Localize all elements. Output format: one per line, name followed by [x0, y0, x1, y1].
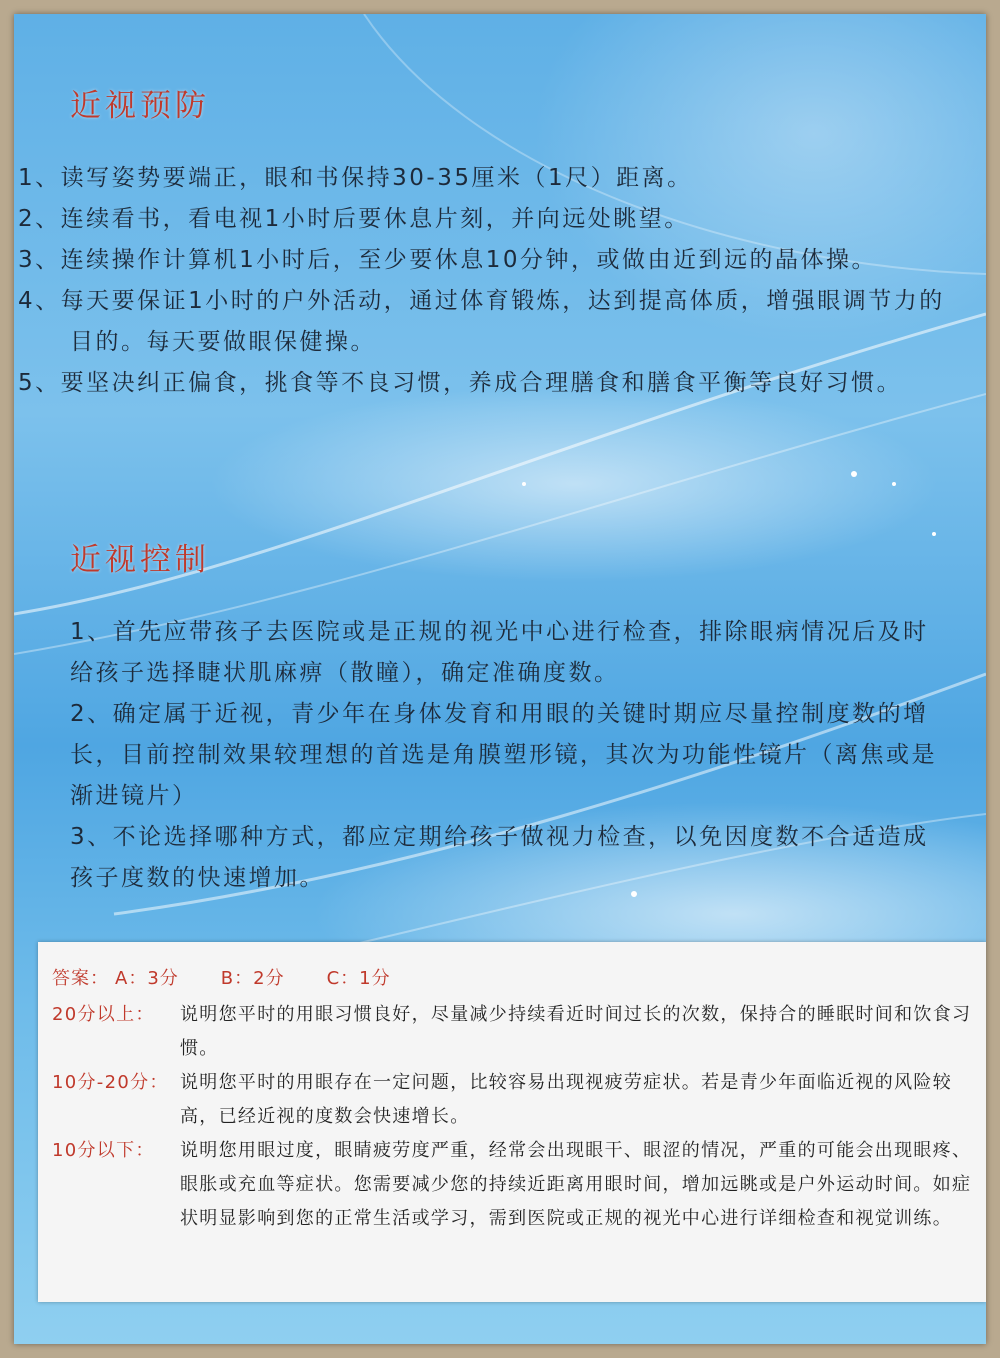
grade-text: 说明您平时的用眼存在一定问题，比较容易出现视疲劳症状。若是青少年面临近视的风险较高，已经近视的度数会快速增长。	[180, 1072, 952, 1127]
grade-label: 20分以上：	[52, 1004, 155, 1025]
answer-label: 答案：	[52, 968, 109, 989]
grade-label: 10分以下：	[52, 1140, 155, 1161]
prevention-item: 1、读写姿势要端正，眼和书保持30-35厘米（1尺）距离。	[18, 165, 693, 191]
prevention-item: 5、要坚决纠正偏食，挑食等不良习惯，养成合理膳食和膳食平衡等良好习惯。	[18, 370, 903, 396]
control-item: 3、不论选择哪种方式，都应定期给孩子做视力检查，以免因度数不合适造成孩子度数的快速增加。	[70, 824, 929, 891]
prevention-item: 4、每天要保证1小时的户外活动，通过体育锻炼，达到提高体质，增强眼调节力的目的。每天要做眼保健操。	[18, 288, 945, 355]
grade-block	[52, 1134, 972, 1236]
answer-option: C：1分	[326, 968, 391, 989]
answer-key	[52, 964, 433, 990]
control-item: 2、确定属于近视，青少年在身体发育和用眼的关键时期应尽量控制度数的增长，目前控制效果较理想的首选是角膜塑形镜，其次为功能性镜片（离焦或是渐进镜片）	[70, 701, 937, 809]
prevention-title: 近视预防	[70, 88, 210, 124]
grade-block	[52, 1066, 972, 1134]
grade-text: 说明您用眼过度，眼睛疲劳度严重，经常会出现眼干、眼涩的情况，严重的可能会出现眼疼、眼胀或充血等症状。您需要减少您的持续近距离用眼时间，增加远眺或是户外运动时间。如症状明显影响到您的正常生活或学习，需到医院或正规的视光中心进行详细检查和视觉训练。	[180, 1140, 972, 1229]
prevention-list	[18, 158, 950, 404]
grade-text: 说明您平时的用眼习惯良好，尽量减少持续看近时间过长的次数，保持合的睡眠时间和饮食习惯。	[180, 1004, 972, 1059]
grade-label: 10分-20分：	[52, 1072, 169, 1093]
answer-panel	[38, 942, 986, 1302]
poster-sheet	[14, 14, 986, 1344]
answer-option: A：3分	[115, 968, 179, 989]
control-item: 1、首先应带孩子去医院或是正规的视光中心进行检查，排除眼病情况后及时给孩子选择睫状肌麻痹（散瞳），确定准确度数。	[70, 619, 929, 686]
grade-block	[52, 998, 972, 1066]
prevention-item: 3、连续操作计算机1小时后，至少要休息10分钟，或做由近到远的晶体操。	[18, 247, 878, 273]
control-list	[70, 612, 950, 899]
answer-option: B：2分	[220, 968, 285, 989]
prevention-item: 2、连续看书，看电视1小时后要休息片刻，并向远处眺望。	[18, 206, 690, 232]
control-title: 近视控制	[70, 542, 210, 578]
